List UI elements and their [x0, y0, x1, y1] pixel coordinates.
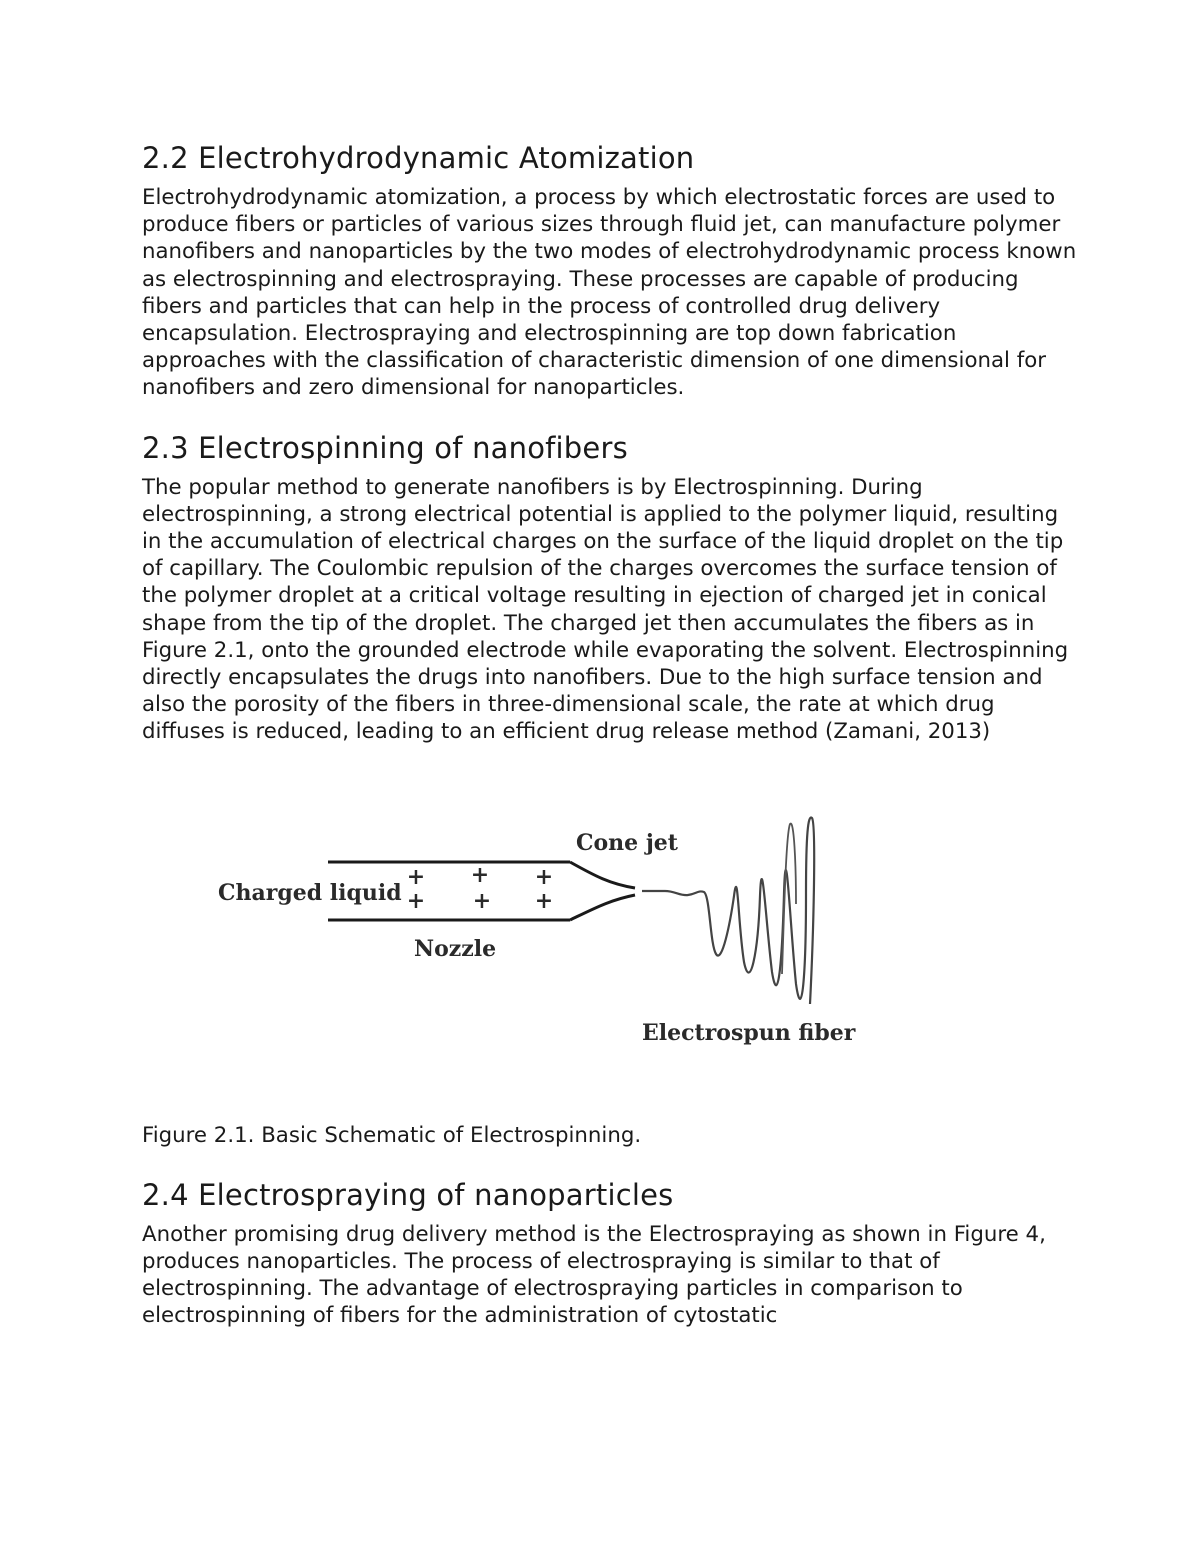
section-heading: 2.3 Electrospinning of nanofibers — [142, 430, 628, 465]
charge-sign: + — [534, 887, 554, 914]
section-electrospraying — [142, 1175, 1077, 1330]
figure-caption: Figure 2.1. Basic Schematic of Electrospinning. — [142, 1122, 642, 1148]
charge-sign: + — [406, 863, 426, 890]
cone-upper-edge — [570, 862, 635, 888]
section-electrohydrodynamic-atomization — [142, 138, 1077, 402]
figure-electrospinning-schematic — [142, 804, 1077, 1054]
section-heading: 2.2 Electrohydrodynamic Atomization — [142, 141, 695, 175]
document-page — [142, 138, 1077, 1330]
section-heading: 2.4 Electrospraying of nanoparticles — [142, 1177, 674, 1212]
label-nozzle: Nozzle — [414, 935, 497, 962]
label-charged-liquid: Charged liquid — [218, 879, 402, 906]
section-paragraph: Another promising drug delivery method is the Electrospraying as shown in Figure 4, produces nanoparticles. The process of electrospraying is similar to that of electrospinning. The advantage of electrospraying particles in comparison to electrospinning of fibers for the administration of cytostatic — [142, 1221, 1046, 1329]
charge-sign: + — [472, 887, 492, 914]
fiber-tail — [806, 817, 814, 1003]
cone-lower-edge — [570, 895, 635, 920]
charge-sign: + — [406, 887, 426, 914]
section-paragraph: Electrohydrodynamic atomization, a process by which electrostatic forces are used to produce fibers or particles of various sizes through fluid jet, can manufacture polymer nanofibers and nanoparticles by the two modes of electrohydrodynamic process known as electrospinning and electrospraying. These processes are capable of producing fibers and particles that can help in the process of controlled drug delivery encapsulation. Electrospraying and electrospinning are top down fabrication approaches with the classification of characteristic dimension of one dimensional for nanofibers and zero dimensional for nanoparticles. — [142, 185, 1077, 401]
schematic-diagram — [210, 804, 930, 1054]
label-cone-jet: Cone jet — [576, 829, 678, 856]
electrospun-fiber-path — [642, 870, 806, 999]
charge-sign: + — [470, 861, 490, 888]
charge-sign: + — [534, 863, 554, 890]
section-electrospinning — [142, 428, 1077, 746]
section-paragraph: The popular method to generate nanofibers is by Electrospinning. During electrospinning, a strong electrical potential is applied to the polymer liquid, resulting in the accumulation of electrical charges on the surface of the liquid droplet on the tip of capillary. The Coulombic repulsion of the charges overcomes the surface tension of the polymer droplet at a critical voltage resulting in ejection of charged jet in conical shape from the tip of the droplet. The charged jet then accumulates the fibers as in Figure 2.1, onto the grounded electrode while evaporating the solvent. Electrospinning directly encapsulates the drugs into nanofibers. Due to the high surface tension and also the porosity of the fibers in three-dimensional scale, the rate at which drug diffuses is reduced, leading to an efficient drug release method (Zamani, 2013) — [142, 474, 1069, 745]
label-electrospun-fiber: Electrospun fiber — [642, 1019, 856, 1046]
